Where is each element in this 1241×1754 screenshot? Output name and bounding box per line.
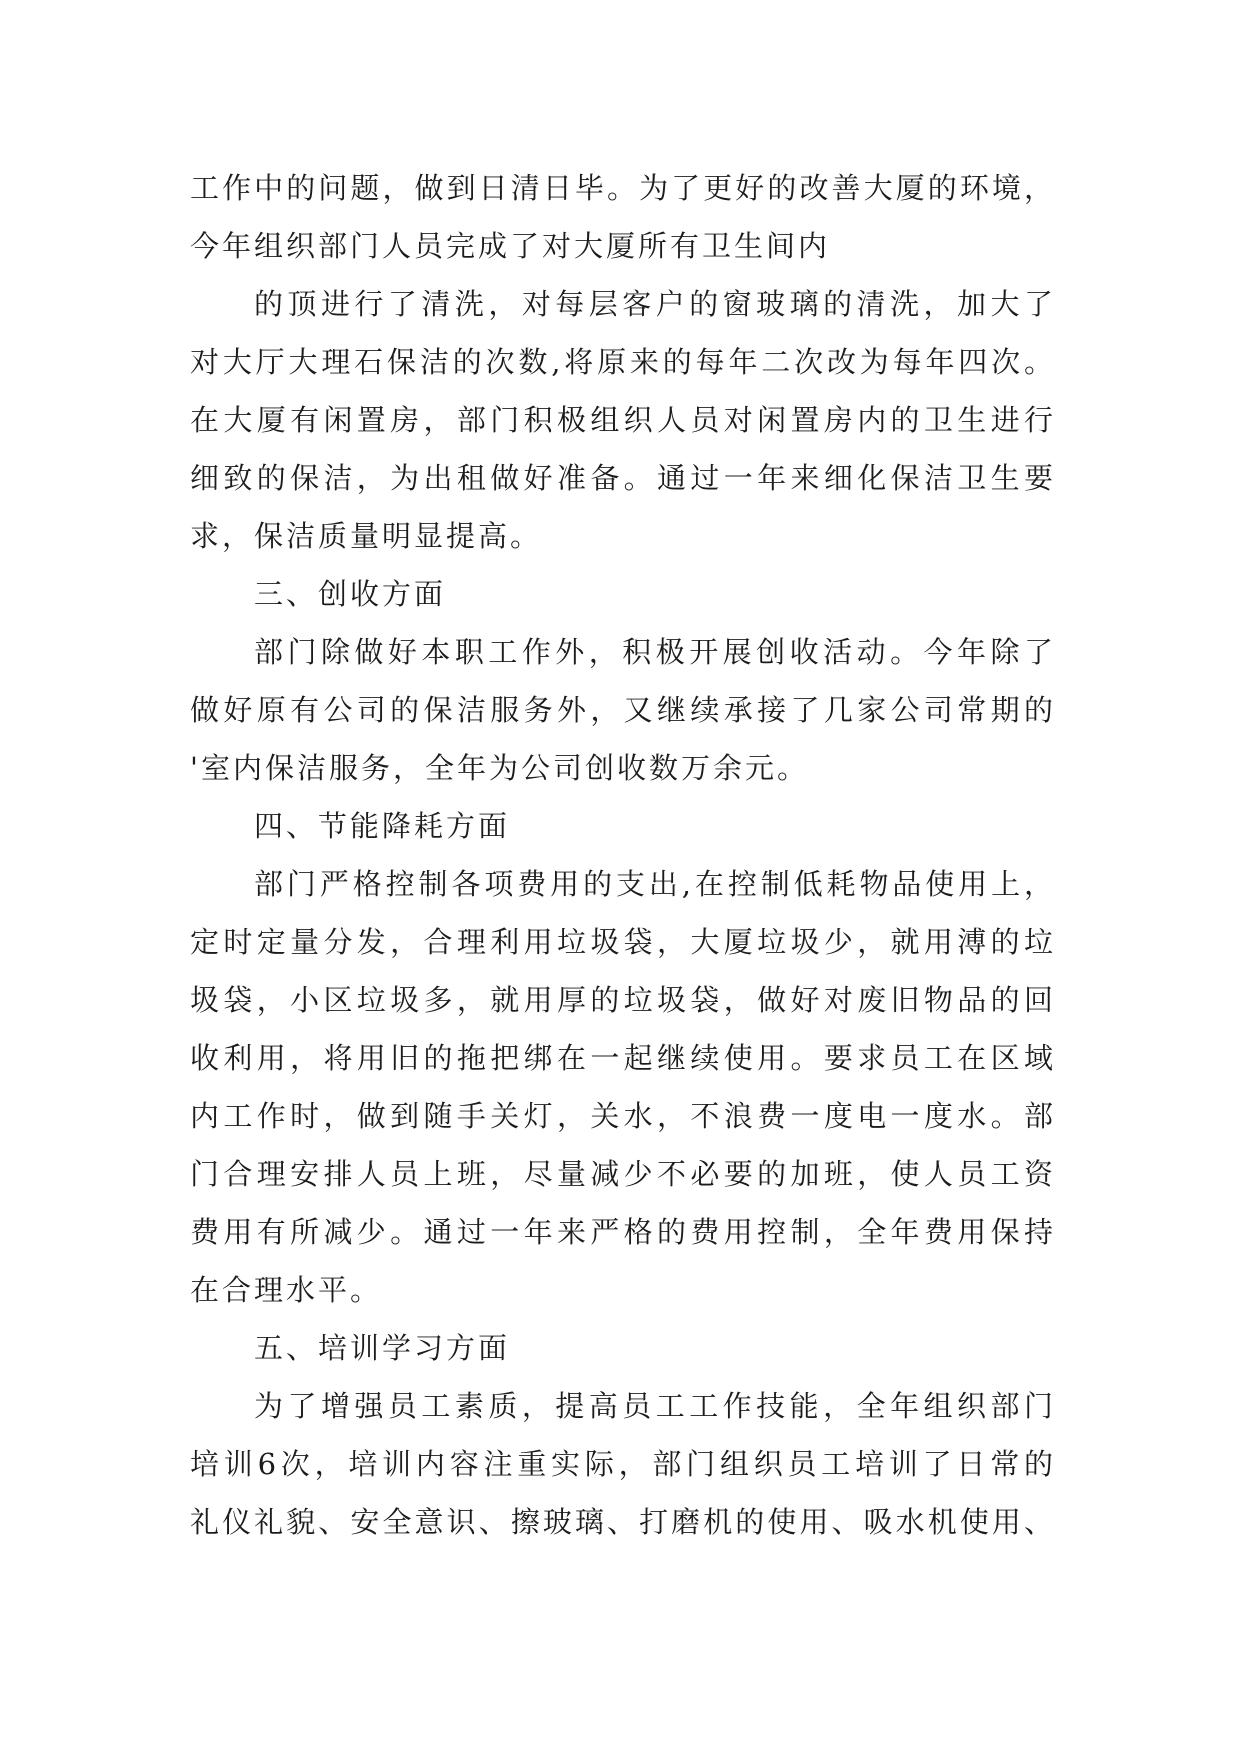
text-line: 费用有所减少。通过一年来严格的费用控制，全年费用保持 — [190, 1215, 1056, 1249]
text-line: 门合理安排人员上班，尽量减少不必要的加班，使人员工资 — [190, 1157, 1056, 1191]
section-energy-saving — [190, 797, 1056, 1319]
text-line: 今年组织部门人员完成了对大厦所有卫生间内 — [190, 229, 831, 263]
text-line: 在合理水平。 — [190, 1273, 383, 1307]
text-line: 圾袋，小区垃圾多，就用厚的垃圾袋，做好对废旧物品的回 — [190, 983, 1056, 1017]
section-revenue — [190, 565, 1056, 797]
text-line: 细致的保洁，为出租做好准备。通过一年来细化保洁卫生要 — [190, 461, 1056, 495]
text-line: 收利用，将用旧的拖把绑在一起继续使用。要求员工在区域 — [190, 1041, 1056, 1075]
text-line: 的顶进行了清洗，对每层客户的窗玻璃的清洗，加大了 — [254, 287, 1056, 321]
text-line: 对大厅大理石保洁的次数,将原来的每年二次改为每年四次。 — [190, 345, 1056, 379]
text-line: 在大厦有闲置房，部门积极组织人员对闲置房内的卫生进行 — [190, 403, 1056, 437]
text-line: 定时定量分发，合理利用垃圾袋，大厦垃圾少，就用溥的垃 — [190, 925, 1056, 959]
paragraph — [190, 1377, 1056, 1551]
text-line: 部门除做好本职工作外，积极开展创收活动。今年除了 — [254, 635, 1056, 669]
text-line: 工作中的问题，做到日清日毕。为了更好的改善大厦的环境， — [190, 171, 1056, 205]
text-line: 求，保洁质量明显提高。 — [190, 519, 543, 553]
text-line: 部门严格控制各项费用的支出,在控制低耗物品使用上， — [254, 867, 1056, 901]
text-line: 为了增强员工素质，提高员工工作技能，全年组织部门 — [254, 1389, 1056, 1423]
paragraph — [190, 855, 1056, 1319]
paragraph — [190, 159, 1056, 275]
text-line: 内工作时，做到随手关灯，关水，不浪费一度电一度水。部 — [190, 1099, 1056, 1133]
text-line: 礼仪礼貌、安全意识、擦玻璃、打磨机的使用、吸水机使用、 — [190, 1505, 1056, 1539]
paragraph — [190, 623, 1056, 797]
paragraph — [190, 275, 1056, 565]
section-heading: 四、节能降耗方面 — [254, 809, 511, 843]
document-body — [190, 159, 1056, 1551]
section-heading: 五、培训学习方面 — [254, 1331, 511, 1365]
text-line: '室内保洁服务，全年为公司创收数万余元。 — [190, 751, 809, 785]
text-line: 培训6次，培训内容注重实际，部门组织员工培训了日常的 — [190, 1447, 1056, 1481]
section-training — [190, 1319, 1056, 1551]
section-heading: 三、创收方面 — [254, 577, 447, 611]
text-line: 做好原有公司的保洁服务外，又继续承接了几家公司常期的 — [190, 693, 1056, 727]
